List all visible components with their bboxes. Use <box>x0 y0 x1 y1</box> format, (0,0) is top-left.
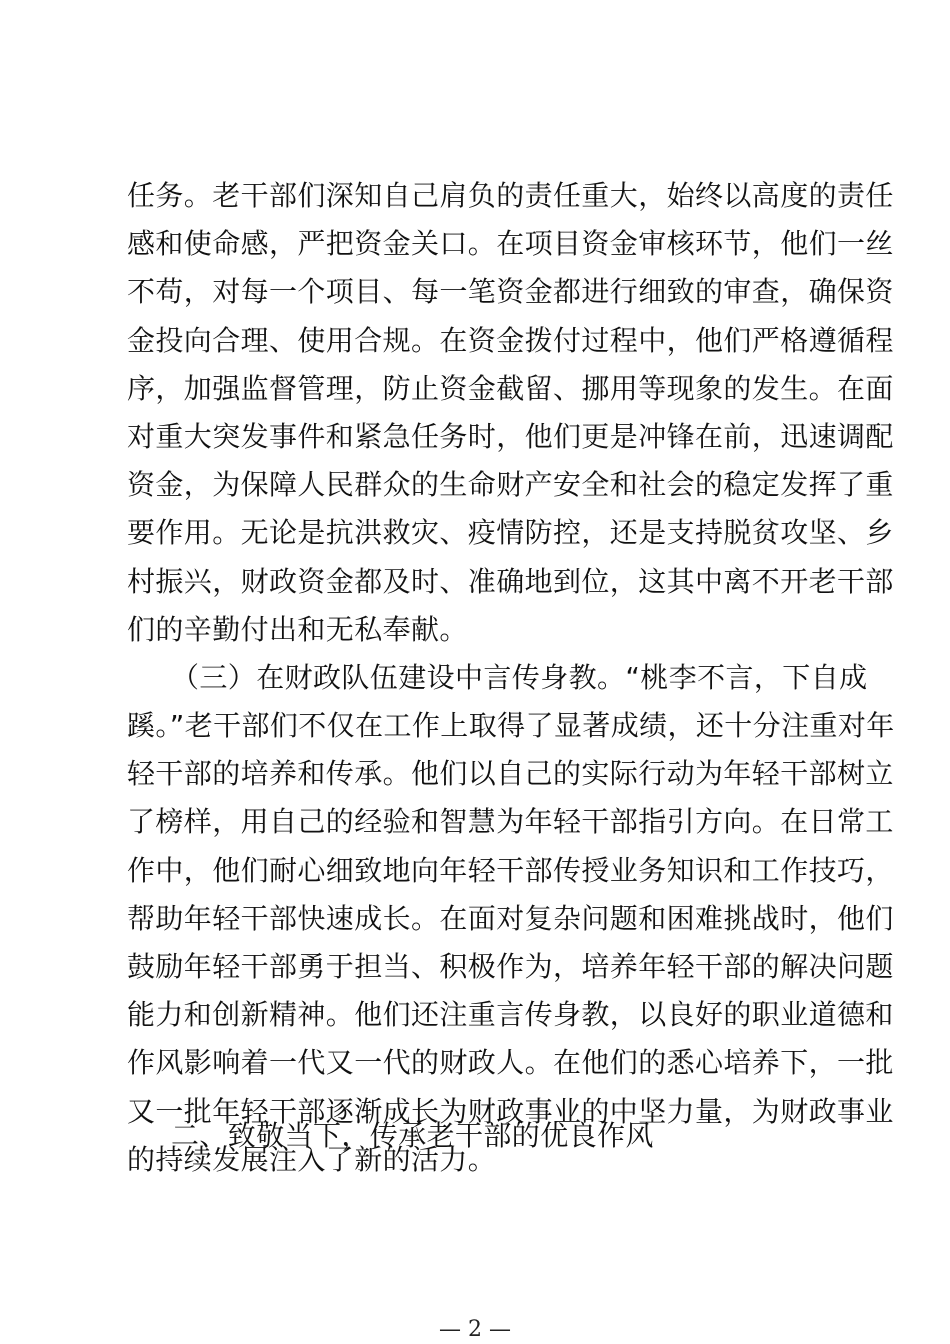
text-line: 轻干部的培养和传承。他们以自己的实际行动为年轻干部树立 <box>127 757 894 791</box>
text-line: 能力和创新精神。他们还注重言传身教，以良好的职业道德和 <box>127 998 894 1032</box>
text-line: 任务。老干部们深知自己肩负的责任重大，始终以高度的责任 <box>127 179 894 212</box>
section-heading-block <box>127 1112 827 1160</box>
section-heading: 二、致敬当下，传承老干部的优良作风 <box>171 1119 654 1152</box>
text-line: 蹊。”老干部们不仅在工作上取得了显著成绩，还十分注重对年 <box>127 709 895 743</box>
text-line: 了榜样，用自己的经验和智慧为年轻干部指引方向。在日常工 <box>127 805 894 839</box>
page-number: — 2 — <box>439 1317 511 1342</box>
text-line: 要作用。无论是抗洪救灾、疫情防控，还是支持脱贫攻坚、乡 <box>127 516 894 550</box>
paragraph-start-line: （三）在财政队伍建设中言传身教。“桃李不言，下自成 <box>171 660 868 694</box>
text-line: 金投向合理、使用合规。在资金拨付过程中，他们严格遵循程 <box>127 323 894 357</box>
text-line: 的持续发展注入了新的活力。 <box>127 1142 497 1176</box>
text-line: 村振兴，财政资金都及时、准确地到位，这其中离不开老干部 <box>127 564 894 598</box>
text-line: 又一批年轻干部逐渐成长为财政事业的中坚力量，为财政事业 <box>127 1094 894 1128</box>
text-line: 感和使命感，严把资金关口。在项目资金审核环节，他们一丝 <box>127 227 894 261</box>
text-line: 作中，他们耐心细致地向年轻干部传授业务知识和工作技巧， <box>127 853 894 887</box>
text-line: 不苟，对每一个项目、每一笔资金都进行细致的审查，确保资 <box>127 275 894 309</box>
text-line: 对重大突发事件和紧急任务时，他们更是冲锋在前，迅速调配 <box>127 419 894 453</box>
body-text <box>127 172 895 1184</box>
text-line: 帮助年轻干部快速成长。在面对复杂问题和困难挑战时，他们 <box>127 901 894 935</box>
text-line: 资金，为保障人民群众的生命财产安全和社会的稳定发挥了重 <box>127 468 894 502</box>
text-line: 鼓励年轻干部勇于担当、积极作为，培养年轻干部的解决问题 <box>127 950 894 983</box>
text-line: 们的辛勤付出和无私奉献。 <box>127 612 468 646</box>
text-line: 作风影响着一代又一代的财政人。在他们的悉心培养下，一批 <box>127 1046 894 1080</box>
text-line: 序，加强监督管理，防止资金截留、挪用等现象的发生。在面 <box>127 371 894 405</box>
